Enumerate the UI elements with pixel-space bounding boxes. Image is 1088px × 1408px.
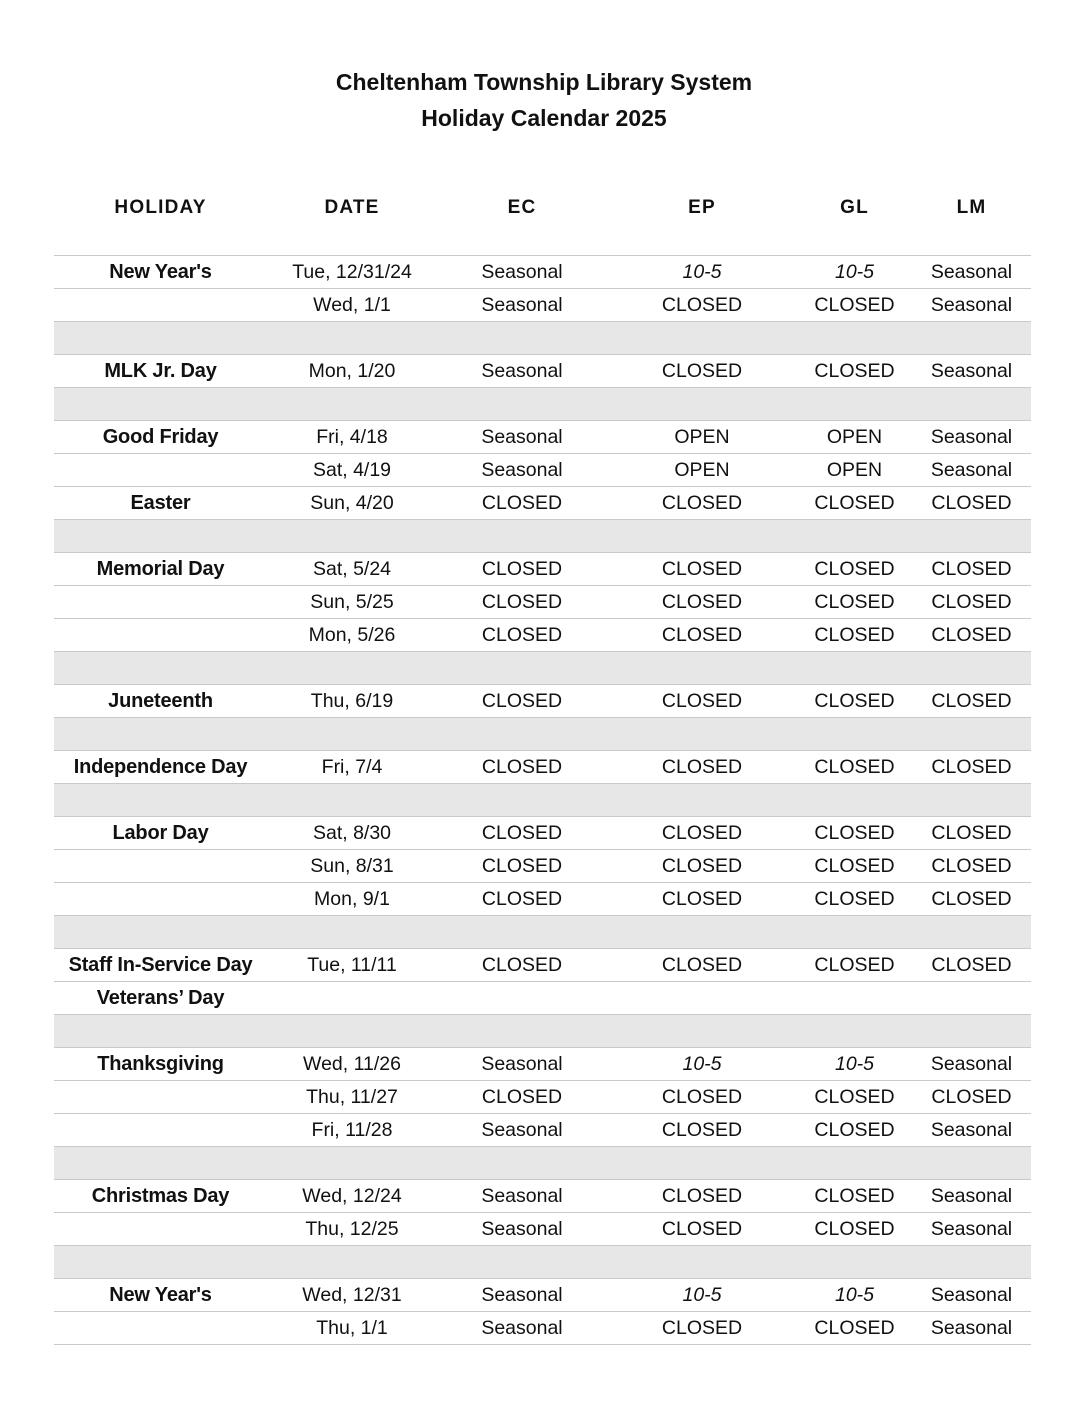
date-cell: Thu, 6/19 — [310, 690, 394, 712]
ec-status-cell: CLOSED — [481, 756, 563, 778]
ep-status-cell: CLOSED — [661, 1218, 743, 1240]
ec-status-cell: CLOSED — [481, 855, 563, 877]
ec-status-cell: CLOSED — [481, 954, 563, 976]
gl-status-cell: CLOSED — [814, 591, 895, 613]
table-row — [54, 1212, 1031, 1245]
gl-status-cell: CLOSED — [814, 360, 895, 382]
ec-status-cell: Seasonal — [481, 426, 563, 448]
table-row — [54, 453, 1031, 486]
table-row — [54, 1113, 1031, 1146]
date-cell: Wed, 1/1 — [313, 294, 391, 316]
ec-status-cell: Seasonal — [481, 294, 563, 316]
holiday-cell — [54, 1114, 267, 1146]
lm-status-cell: Seasonal — [930, 261, 1013, 283]
holiday-cell: Staff In-Service Day — [68, 954, 253, 976]
ep-status-cell: CLOSED — [661, 1317, 743, 1339]
gl-status-cell: CLOSED — [814, 822, 895, 844]
ep-status-cell: CLOSED — [661, 756, 743, 778]
gl-status-cell — [797, 982, 912, 1014]
lm-status-cell — [912, 982, 1031, 1014]
lm-status-cell: CLOSED — [931, 1086, 1012, 1108]
document-subtitle: Holiday Calendar 2025 — [421, 105, 667, 131]
date-cell: Wed, 11/26 — [303, 1053, 401, 1075]
lm-status-cell: Seasonal — [930, 426, 1013, 448]
table-spacer-row — [54, 651, 1031, 684]
column-header-ec: EC — [507, 197, 537, 218]
ec-status-cell: Seasonal — [481, 1119, 563, 1141]
holiday-cell — [54, 1081, 267, 1113]
ec-status-cell: Seasonal — [481, 1284, 563, 1306]
ep-status-cell: CLOSED — [661, 690, 743, 712]
table-spacer-row — [54, 783, 1031, 816]
gl-status-cell: CLOSED — [814, 756, 895, 778]
ec-status-cell — [437, 982, 607, 1014]
ec-status-cell: CLOSED — [481, 492, 563, 514]
table-row — [54, 849, 1031, 882]
lm-status-cell: CLOSED — [931, 624, 1012, 646]
date-cell — [267, 982, 437, 1014]
table-spacer-row — [54, 1245, 1031, 1278]
ep-status-cell: OPEN — [674, 426, 730, 448]
lm-status-cell: CLOSED — [931, 492, 1012, 514]
table-header-row — [54, 194, 1031, 222]
date-cell: Fri, 11/28 — [311, 1119, 393, 1141]
holiday-cell: New Year's — [109, 261, 212, 283]
document-title-block — [0, 64, 1088, 136]
gl-status-cell: OPEN — [826, 426, 883, 448]
column-header-lm: LM — [956, 197, 987, 218]
ec-status-cell: CLOSED — [481, 1086, 563, 1108]
gl-status-cell: CLOSED — [814, 624, 895, 646]
holiday-cell — [54, 1312, 267, 1344]
ep-status-cell — [607, 982, 797, 1014]
table-spacer-row — [54, 1014, 1031, 1047]
ep-status-cell: CLOSED — [661, 294, 743, 316]
gl-status-cell: 10-5 — [834, 261, 875, 283]
ep-status-cell: 10-5 — [682, 261, 722, 283]
holiday-cell: Veterans’ Day — [96, 987, 225, 1009]
table-row — [54, 1311, 1031, 1345]
ec-status-cell: CLOSED — [481, 591, 563, 613]
lm-status-cell: CLOSED — [931, 690, 1012, 712]
date-cell: Mon, 1/20 — [308, 360, 396, 382]
ec-status-cell: Seasonal — [481, 459, 563, 481]
lm-status-cell: Seasonal — [930, 1053, 1013, 1075]
gl-status-cell: 10-5 — [834, 1284, 875, 1306]
holiday-cell — [54, 586, 267, 618]
gl-status-cell: CLOSED — [814, 294, 895, 316]
holiday-cell: Christmas Day — [91, 1185, 230, 1207]
ep-status-cell: CLOSED — [661, 492, 743, 514]
table-row — [54, 1047, 1031, 1080]
ec-status-cell: CLOSED — [481, 690, 563, 712]
ec-status-cell: CLOSED — [481, 888, 563, 910]
lm-status-cell: CLOSED — [931, 822, 1012, 844]
date-cell: Sun, 5/25 — [310, 591, 394, 613]
table-row — [54, 684, 1031, 717]
ep-status-cell: 10-5 — [682, 1284, 722, 1306]
table-spacer-row — [54, 321, 1031, 354]
lm-status-cell: CLOSED — [931, 888, 1012, 910]
ep-status-cell: CLOSED — [661, 954, 743, 976]
column-header-ep: EP — [688, 197, 716, 218]
table-row — [54, 420, 1031, 453]
ep-status-cell: CLOSED — [661, 822, 743, 844]
table-row — [54, 618, 1031, 651]
date-cell: Sun, 4/20 — [310, 492, 394, 514]
table-spacer-row — [54, 519, 1031, 552]
holiday-cell: Easter — [130, 492, 191, 514]
ec-status-cell: CLOSED — [481, 624, 563, 646]
column-header-gl: GL — [840, 197, 869, 218]
lm-status-cell: CLOSED — [931, 558, 1012, 580]
date-cell: Sun, 8/31 — [310, 855, 394, 877]
date-cell: Fri, 4/18 — [316, 426, 388, 448]
gl-status-cell: CLOSED — [814, 1119, 895, 1141]
holiday-cell: Memorial Day — [96, 558, 225, 580]
date-cell: Sat, 5/24 — [312, 558, 392, 580]
holiday-cell: Independence Day — [73, 756, 248, 778]
date-cell: Thu, 1/1 — [316, 1317, 388, 1339]
lm-status-cell: Seasonal — [930, 459, 1013, 481]
ec-status-cell: Seasonal — [481, 1053, 563, 1075]
gl-status-cell: CLOSED — [814, 888, 895, 910]
holiday-cell: Labor Day — [112, 822, 209, 844]
date-cell: Mon, 5/26 — [308, 624, 396, 646]
table-row — [54, 882, 1031, 915]
date-cell: Sat, 8/30 — [312, 822, 392, 844]
holiday-table-body — [54, 255, 1031, 1345]
ec-status-cell: Seasonal — [481, 1317, 563, 1339]
table-row — [54, 585, 1031, 618]
ec-status-cell: Seasonal — [481, 360, 563, 382]
date-cell: Thu, 12/25 — [305, 1218, 399, 1240]
gl-status-cell: 10-5 — [834, 1053, 875, 1075]
gl-status-cell: CLOSED — [814, 1086, 895, 1108]
lm-status-cell: Seasonal — [930, 1218, 1013, 1240]
ep-status-cell: CLOSED — [661, 360, 743, 382]
table-row — [54, 552, 1031, 585]
holiday-cell: MLK Jr. Day — [104, 360, 217, 382]
holiday-cell — [54, 1213, 267, 1245]
date-cell: Wed, 12/24 — [302, 1185, 402, 1207]
table-row — [54, 1179, 1031, 1212]
ec-status-cell: CLOSED — [481, 558, 563, 580]
gl-status-cell: OPEN — [826, 459, 883, 481]
ec-status-cell: Seasonal — [481, 1218, 563, 1240]
document-title: Cheltenham Township Library System — [335, 69, 753, 95]
table-spacer-row — [54, 387, 1031, 420]
ep-status-cell: CLOSED — [661, 855, 743, 877]
gl-status-cell: CLOSED — [814, 690, 895, 712]
date-cell: Thu, 11/27 — [306, 1086, 398, 1108]
holiday-cell: Juneteenth — [108, 690, 213, 712]
holiday-cell — [54, 850, 267, 882]
ep-status-cell: CLOSED — [661, 591, 743, 613]
lm-status-cell: CLOSED — [931, 954, 1012, 976]
lm-status-cell: Seasonal — [930, 1284, 1013, 1306]
lm-status-cell: Seasonal — [930, 1119, 1013, 1141]
ep-status-cell: CLOSED — [661, 624, 743, 646]
date-cell: Sat, 4/19 — [312, 459, 392, 481]
ep-status-cell: CLOSED — [661, 1185, 743, 1207]
ep-status-cell: CLOSED — [661, 558, 743, 580]
gl-status-cell: CLOSED — [814, 1317, 895, 1339]
holiday-cell — [54, 619, 267, 651]
table-row — [54, 750, 1031, 783]
table-row — [54, 486, 1031, 519]
table-spacer-row — [54, 915, 1031, 948]
table-row — [54, 288, 1031, 321]
column-header-holiday: HOLIDAY — [114, 197, 207, 218]
lm-status-cell: CLOSED — [931, 591, 1012, 613]
holiday-cell — [54, 454, 267, 486]
ep-status-cell: 10-5 — [682, 1053, 722, 1075]
lm-status-cell: Seasonal — [930, 1317, 1013, 1339]
ep-status-cell: OPEN — [674, 459, 730, 481]
lm-status-cell: CLOSED — [931, 756, 1012, 778]
gl-status-cell: CLOSED — [814, 558, 895, 580]
ep-status-cell: CLOSED — [661, 1086, 743, 1108]
table-spacer-row — [54, 1146, 1031, 1179]
lm-status-cell: CLOSED — [931, 855, 1012, 877]
date-cell: Mon, 9/1 — [314, 888, 390, 910]
holiday-cell — [54, 883, 267, 915]
date-cell: Tue, 12/31/24 — [292, 261, 412, 283]
table-row — [54, 816, 1031, 849]
holiday-cell: Good Friday — [102, 426, 219, 448]
gl-status-cell: CLOSED — [814, 492, 895, 514]
date-cell: Wed, 12/31 — [302, 1284, 402, 1306]
ec-status-cell: CLOSED — [481, 822, 563, 844]
table-row — [54, 1278, 1031, 1311]
table-row — [54, 948, 1031, 981]
holiday-cell: New Year's — [109, 1284, 212, 1306]
gl-status-cell: CLOSED — [814, 1218, 895, 1240]
lm-status-cell: Seasonal — [930, 1185, 1013, 1207]
ep-status-cell: CLOSED — [661, 888, 743, 910]
ec-status-cell: Seasonal — [481, 1185, 563, 1207]
date-cell: Fri, 7/4 — [321, 756, 383, 778]
table-row — [54, 981, 1031, 1014]
lm-status-cell: Seasonal — [930, 360, 1013, 382]
gl-status-cell: CLOSED — [814, 855, 895, 877]
gl-status-cell: CLOSED — [814, 1185, 895, 1207]
holiday-cell: Thanksgiving — [97, 1053, 224, 1075]
column-header-date: DATE — [324, 197, 380, 218]
lm-status-cell: Seasonal — [930, 294, 1013, 316]
table-row — [54, 255, 1031, 288]
ec-status-cell: Seasonal — [481, 261, 563, 283]
ep-status-cell: CLOSED — [661, 1119, 743, 1141]
table-spacer-row — [54, 717, 1031, 750]
gl-status-cell: CLOSED — [814, 954, 895, 976]
holiday-cell — [54, 289, 267, 321]
table-row — [54, 1080, 1031, 1113]
date-cell: Tue, 11/11 — [307, 954, 397, 976]
table-row — [54, 354, 1031, 387]
